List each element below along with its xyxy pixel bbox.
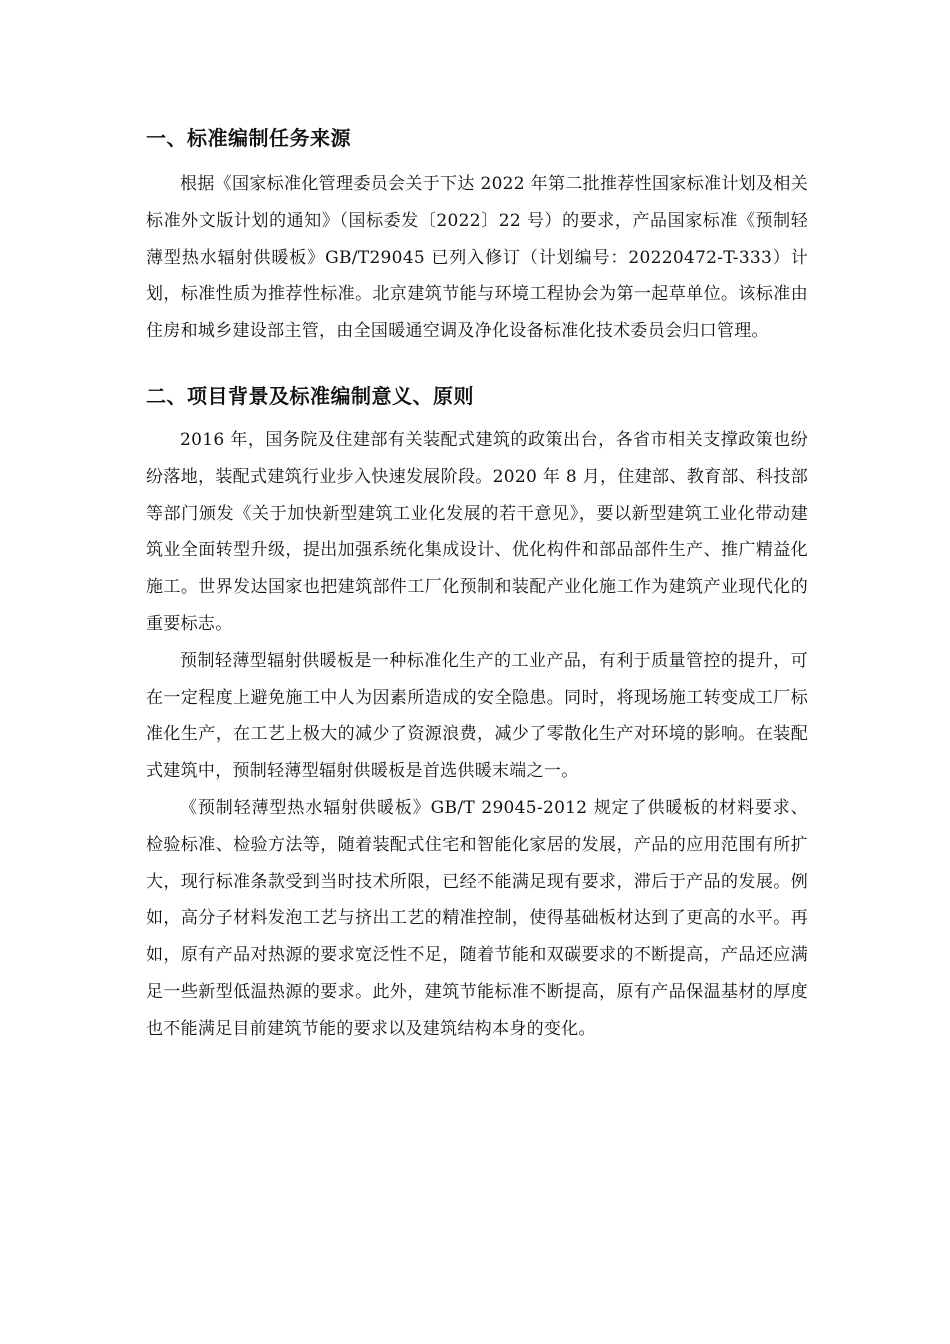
paragraph-background-policy: 2016 年，国务院及住建部有关装配式建筑的政策出台，各省市相关支撑政策也纷纷落地，装配式建筑行业步入快速发展阶段。2020 年 8 月，住建部、教育部、科技部等部门颁发《关于加快新型建筑工业化发展的若干意见》，要以新型建筑工业化带动建筑业全面转型升级，提出加强系统化集成设计、优化构件和部品部件生产、推广精益化施工。世界发达国家也把建筑部件工厂化预制和装配产业化施工作为建筑产业现代化的重要标志。 xyxy=(146,429,808,634)
paragraph-background-standard: 《预制轻薄型热水辐射供暖板》GB/T 29045-2012 规定了供暖板的材料要求、检验标准、检验方法等，随着装配式住宅和智能化家居的发展，产品的应用范围有所扩大，现行标准条款受到当时技术所限，已经不能满足现有要求，滞后于产品的发展。例如，高分子材料发泡工艺与挤出工艺的精准控制，使得基础板材达到了更高的水平。再如，原有产品对热源的要求宽泛性不足，随着节能和双碳要求的不断提高，产品还应满足一些新型低温热源的要求。此外，建筑节能标准不断提高，原有产品保温基材的厚度也不能满足目前建筑节能的要求以及建筑结构本身的变化。 xyxy=(146,797,808,1039)
section-heading-background: 二、项目背景及标准编制意义、原则 xyxy=(146,383,474,408)
document-body xyxy=(146,118,808,1048)
section-heading-task-source: 一、标准编制任务来源 xyxy=(146,126,351,150)
paragraph-task-source: 根据《国家标准化管理委员会关于下达 2022 年第二批推荐性国家标准计划及相关标准外文版计划的通知》（国标委发〔2022〕22 号）的要求，产品国家标准《预制轻薄型热水辐射供暖板》GB/T29045 已列入修订（计划编号：20220472-T-333）计划，标准性质为推荐性标准。北京建筑节能与环境工程协会为第一起草单位。该标准由住房和城乡建设部主管，由全国暖通空调及净化设备标准化技术委员会归口管理。 xyxy=(146,174,808,342)
paragraph-background-product: 预制轻薄型辐射供暖板是一种标准化生产的工业产品，有利于质量管控的提升，可在一定程度上避免施工中人为因素所造成的安全隐患。同时，将现场施工转变成工厂标准化生产，在工艺上极大的减少了资源浪费，减少了零散化生产对环境的影响。在装配式建筑中，预制轻薄型辐射供暖板是首选供暖末端之一。 xyxy=(146,650,808,782)
